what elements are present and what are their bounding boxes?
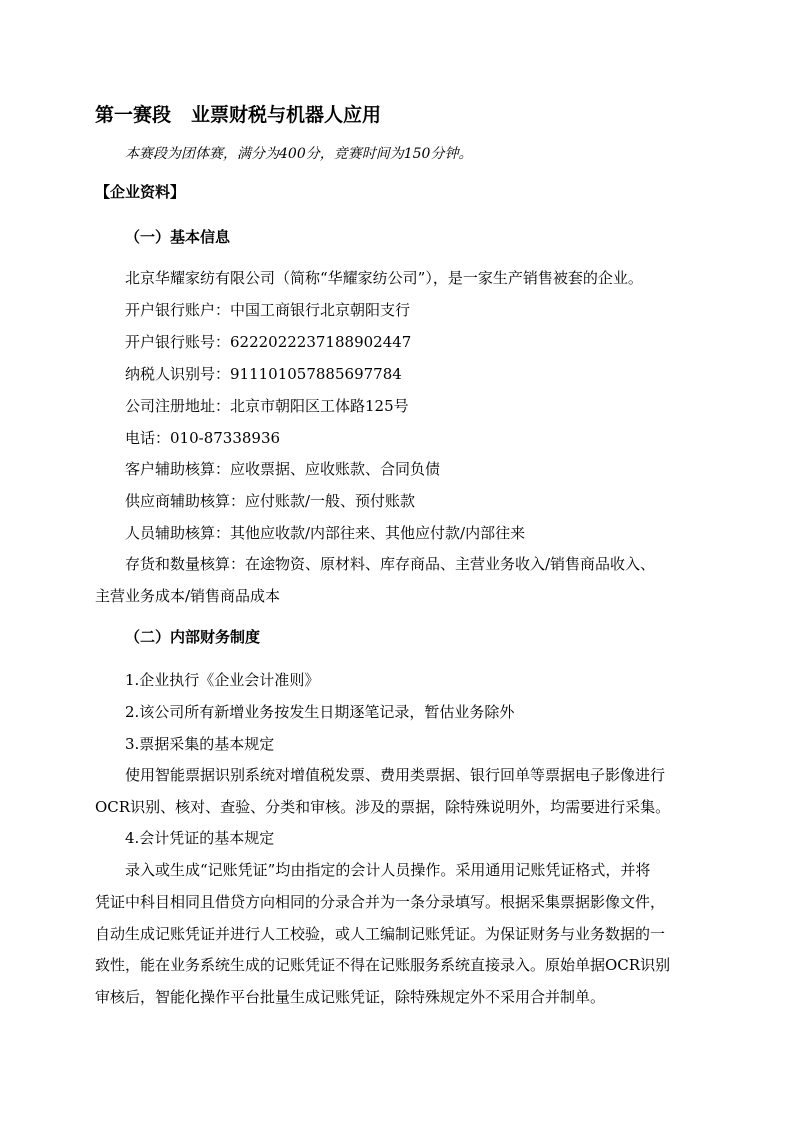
finance-rule-line: 审核后，智能化操作平台批量生成记账凭证，除特殊规定外不采用合并制单。 bbox=[95, 988, 606, 1006]
title-part-1: 第一赛段 bbox=[95, 104, 172, 126]
basic-info-line: 电话：010-87338936 bbox=[125, 429, 281, 447]
basic-info-line: 人员辅助核算：其他应收款/内部往来、其他应付款/内部往来 bbox=[125, 524, 526, 542]
finance-rule-line: 2.该公司所有新增业务按发生日期逐笔记录，暂估业务除外 bbox=[125, 703, 515, 721]
basic-info-title: （一）基本信息 bbox=[125, 228, 231, 246]
finance-rule-line: 4.会计凭证的基本规定 bbox=[125, 829, 275, 847]
finance-rule-line: 凭证中科目相同且借贷方向相同的分录合并为一条分录填写。根据采集票据影像文件， bbox=[95, 893, 666, 911]
finance-rule-line: OCR识别、核对、查验、分类和审核。涉及的票据，除特殊说明外，均需要进行采集。 bbox=[95, 798, 671, 816]
basic-info-line: 开户银行账户：中国工商银行北京朝阳支行 bbox=[125, 301, 411, 319]
basic-info-line: 存货和数量核算：在途物资、原材料、库存商品、主营业务收入/销售商品收入、 bbox=[125, 555, 656, 573]
basic-info-line: 客户辅助核算：应收票据、应收账款、合同负债 bbox=[125, 460, 441, 478]
company-section-title: 【企业资料】 bbox=[95, 183, 186, 201]
basic-info-line: 供应商辅助核算：应付账款/一般、预付账款 bbox=[125, 492, 416, 510]
basic-info-line: 开户银行账号：6222022237188902447 bbox=[125, 333, 412, 351]
finance-rule-line: 使用智能票据识别系统对增值税发票、费用类票据、银行回单等票据电子影像进行 bbox=[125, 766, 666, 784]
title-part-2: 业票财税与机器人应用 bbox=[191, 104, 382, 126]
basic-info-line: 主营业务成本/销售商品成本 bbox=[95, 587, 281, 605]
basic-info-line: 北京华耀家纺有限公司（简称“华耀家纺公司”），是一家生产销售被套的企业。 bbox=[125, 269, 643, 287]
intro-text: 本赛段为团体赛，满分为400分，竞赛时间为150分钟。 bbox=[125, 146, 473, 162]
finance-rule-line: 致性，能在业务系统生成的记账凭证不得在记账服务系统直接录入。原始单据OCR识别 bbox=[95, 956, 671, 974]
finance-rule-line: 自动生成记账凭证并进行人工校验，或人工编制记账凭证。为保证财务与业务数据的一 bbox=[95, 925, 666, 943]
basic-info-line: 公司注册地址：北京市朝阳区工体路125号 bbox=[125, 397, 409, 415]
finance-rule-line: 录入或生成“记账凭证”均由指定的会计人员操作。采用通用记账凭证格式，并将 bbox=[125, 861, 651, 879]
basic-info-line: 纳税人识别号：911101057885697784 bbox=[125, 365, 402, 383]
finance-rule-line: 3.票据采集的基本规定 bbox=[125, 735, 275, 753]
finance-rule-line: 1.企业执行《企业会计准则》 bbox=[125, 671, 320, 689]
finance-rules-title: （二）内部财务制度 bbox=[125, 628, 261, 646]
page-title bbox=[95, 106, 381, 125]
